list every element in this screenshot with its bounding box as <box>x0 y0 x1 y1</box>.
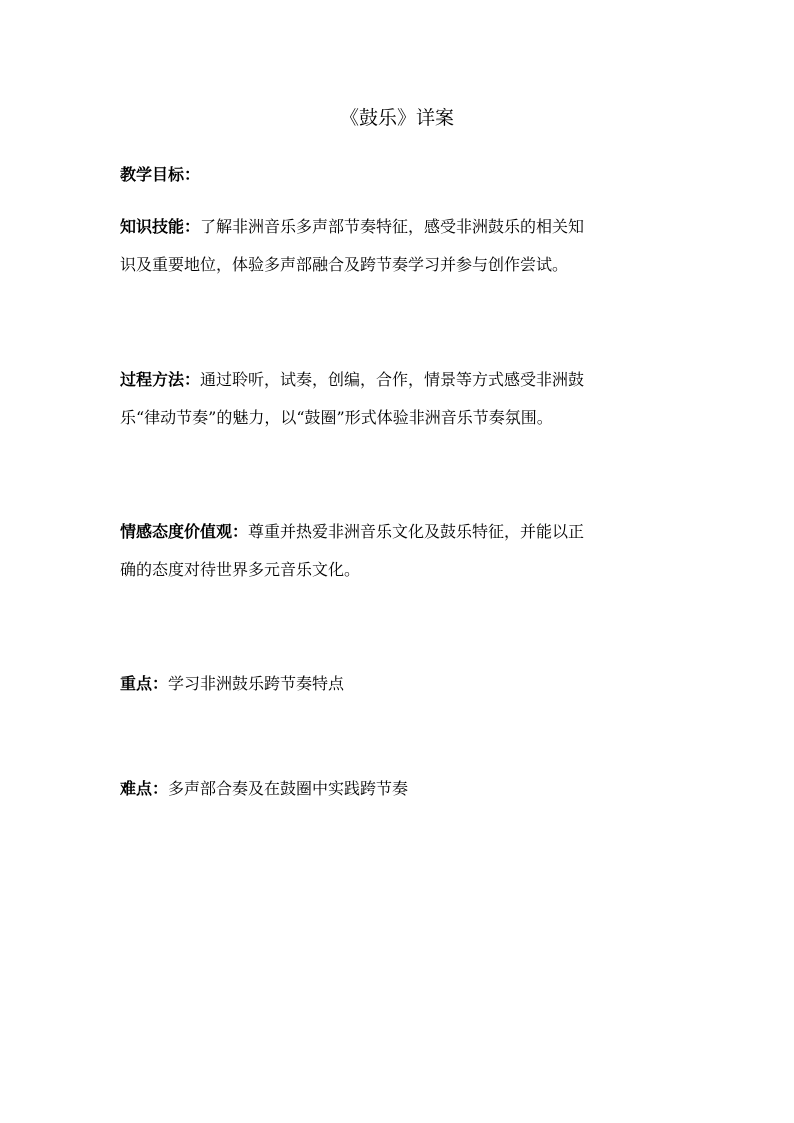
difficulty-paragraph <box>120 770 680 808</box>
key-point-paragraph <box>120 665 680 703</box>
difficulty-text: 多声部合奏及在鼓圈中实践跨节奏 <box>168 779 409 798</box>
emotion-values-line-1 <box>120 513 680 551</box>
difficulty-label: 难点： <box>120 779 169 798</box>
knowledge-skills-text-1: 了解非洲音乐多声部节奏特征，感受非洲鼓乐的相关知 <box>200 217 585 236</box>
emotion-values-label: 情感态度价值观： <box>120 522 249 541</box>
process-methods-text-2: 乐“律动节奏”的魅力，以“鼓圈”形式体验非洲音乐节奏氛围。 <box>120 408 553 427</box>
knowledge-skills-line-2 <box>120 246 680 284</box>
emotion-values-paragraph <box>120 513 680 589</box>
objectives-heading <box>120 156 680 194</box>
document-title: 《鼓乐》详案 <box>339 107 454 129</box>
objectives-heading-label: 教学目标： <box>120 165 201 184</box>
key-point-text: 学习非洲鼓乐跨节奏特点 <box>168 674 345 693</box>
process-methods-line-1 <box>120 361 680 399</box>
process-methods-text-1: 通过聆听，试奏，创编，合作，情景等方式感受非洲鼓 <box>200 370 585 389</box>
knowledge-skills-label: 知识技能： <box>120 217 201 236</box>
process-methods-paragraph <box>120 361 680 437</box>
knowledge-skills-text-2: 识及重要地位，体验多声部融合及跨节奏学习并参与创作尝试。 <box>120 255 569 274</box>
emotion-values-line-2 <box>120 551 680 589</box>
key-point-label: 重点： <box>120 674 169 693</box>
knowledge-skills-paragraph <box>120 208 680 284</box>
process-methods-line-2 <box>120 399 680 437</box>
emotion-values-text-1: 尊重并热爱非洲音乐文化及鼓乐特征，并能以正 <box>248 522 585 541</box>
emotion-values-text-2: 确的态度对待世界多元音乐文化。 <box>120 560 361 579</box>
knowledge-skills-line-1 <box>120 208 680 246</box>
process-methods-label: 过程方法： <box>120 370 201 389</box>
